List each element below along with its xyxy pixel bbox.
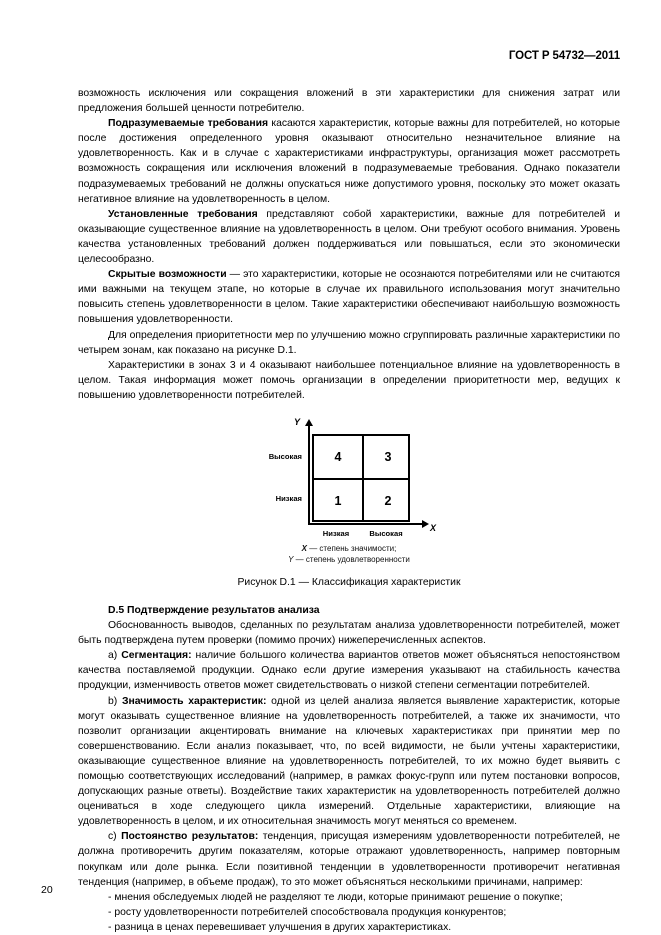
x-axis-arrow-icon	[422, 520, 429, 528]
term-characteristic-significance: Значимость характеристик:	[121, 695, 267, 707]
y-axis-symbol: Y	[294, 416, 301, 427]
paragraph-stated-requirements	[78, 207, 620, 267]
quadrant-1: 1	[334, 493, 342, 508]
item-c-marker: c)	[108, 831, 122, 843]
page-content	[78, 86, 620, 935]
paragraph-text: касаются характеристик, которые важны для потребителей, но которые после достижения определенного уровня оказывают относительно незначительное влияние на удовлетворенность. Как и в случае с характеристиками инфраструктуры, организация может рассмотреть возможность сокращения или исключения вложений в подразумеваемые требования. Однако показатели подразумеваемых требований не должны опускаться ниже допустимого уровня, поскольку это может оказать негативное влияние на удовлетворенность в целом.	[78, 118, 620, 205]
spacer	[78, 403, 620, 417]
spacer	[78, 593, 620, 603]
legend-y-symbol: Y	[288, 555, 294, 565]
legend-y-text: — степень удовлетворенности	[293, 555, 410, 565]
quadrant-3: 3	[384, 449, 392, 464]
paragraph-zone-impact	[78, 358, 620, 403]
y-axis-line	[308, 425, 310, 525]
y-axis-tick-high: Высокая	[268, 451, 302, 461]
matrix-box	[312, 434, 410, 522]
y-axis-tick-low: Низкая	[275, 493, 302, 503]
x-axis-symbol: X	[430, 522, 437, 533]
term-stated-requirements: Установленные требования	[108, 208, 258, 220]
paragraph-text: представляют собой характеристики, важные для потребителей и оказывающие существенное влияние на удовлетворенность в целом. Они требуют особого внимания. Уровень качества установленных требований должен поддерживаться или повышаться, если это экономически целесообразно.	[78, 208, 620, 266]
paragraph-item-b	[78, 694, 620, 830]
item-b-marker: b)	[108, 695, 122, 707]
paragraph-text: тенденция, присущая измерениям удовлетворенности потребителей, не должна противоречить другим показателям, которые отражают удовлетворенность, например повторным покупкам или доле рынка. Если позитивной тенденции в удовлетворенности противоречит негативная тенденция (например, в объеме продаж), то это может объясняться несколькими причинами, например:	[78, 831, 620, 888]
figure-legend	[78, 543, 620, 566]
paragraph-priority-zones	[78, 328, 620, 358]
term-segmentation: Сегментация:	[121, 650, 192, 662]
paragraph-item-c	[78, 829, 620, 889]
paragraph-text: Характеристики в зонах 3 и 4 оказывают наибольшее потенциальное влияние на удовлетворенность в целом. Такая информация может помочь организации в определении приоритетности мер, ведущих к повышению удовлетворенности потребителей.	[78, 359, 620, 401]
paragraph-section-intro	[78, 618, 620, 648]
classification-matrix-diagram	[78, 417, 620, 545]
paragraph-hidden-opportunities	[78, 267, 620, 327]
paragraph-text: одной из целей анализа является выявление характеристик, которые могут оказывать существенное влияние на удовлетворенность потребителей, а также их значимости, что позволит организации акцентировать внимание на ключевых характеристиках при принятии мер по совершенствованию. Если анализ показывает, что, по всей видимости, не были учтены характеристики, оказывающие существенное влияние на удовлетворенность потребителей, то их можно будет выявить с помощью соответствующих исследований (например, в рамках фокус-групп или путем постановки вопросов, допускающих разные ответы). Воздействие таких характеристик на удовлетворенность потребителей должно оцениваться в ходе следующего цикла измерений. Отдельные характеристики, влияющие на удовлетворенность в целом, и их относительная значимость могут меняться со временем.	[78, 695, 620, 828]
paragraph-text: возможность исключения или сокращения вложений в эти характеристики для снижения затрат или предложения большей ценности потребителю.	[78, 88, 620, 115]
page-number: 20	[41, 884, 53, 896]
paragraph-text: Для определения приоритетности мер по улучшению можно сгруппировать различные характеристики по четырем зонам, как показано на рисунке D.1.	[78, 329, 620, 356]
section-heading-d5: D.5 Подтверждение результатов анализа	[108, 604, 320, 616]
legend-x-symbol: X	[301, 543, 307, 553]
term-result-consistency: Постоянство результатов:	[121, 831, 259, 843]
paragraph-text: — это характеристики, которые не осознаются потребителями или не считаются ими важными на текущем этапе, но которые в случае их правильного использования могут значительно повысить степень удовлетворенности в целом. Такие характеристики обеспечивают наибольшую возможность повышения удовлетворенности.	[78, 269, 620, 326]
term-hidden-opportunities: Скрытые возможности	[108, 269, 227, 281]
figure-d1	[78, 417, 620, 593]
figure-legend-x	[78, 543, 620, 555]
paragraph-continuation	[78, 86, 620, 116]
item-a-marker: a)	[108, 650, 122, 662]
reasons-list	[78, 890, 620, 935]
legend-x-text: — степень значимости;	[306, 543, 397, 553]
list-item: - разница в ценах перевешивает улучшения в других характеристиках.	[108, 921, 452, 933]
paragraph-implied-requirements	[78, 116, 620, 207]
list-item: - росту удовлетворенности потребителей способствовала продукция конкурентов;	[108, 906, 507, 918]
paragraph-item-a	[78, 648, 620, 693]
figure-caption: Рисунок D.1 — Классификация характеристик	[237, 576, 461, 588]
x-axis-line	[308, 523, 424, 525]
paragraph-text: Обоснованность выводов, сделанных по результатам анализа удовлетворенности потребителей, может быть подтверждена путем проверки (помимо прочих) нижеперечисленных аспектов.	[78, 620, 620, 647]
term-implied-requirements: Подразумеваемые требования	[108, 118, 268, 130]
paragraph-text: наличие большого количества вариантов ответов может объясняться непостоянством качества поставляемой продукции. Однако если другие измерения указывают на стабильность качества продукции, изменчивость ответов может свидетельствовать о низкой степени сегментации потребителей.	[78, 650, 620, 692]
quadrant-4: 4	[334, 449, 342, 464]
x-axis-tick-high: Высокая	[369, 528, 403, 538]
quadrant-2: 2	[384, 493, 392, 508]
y-axis-arrow-icon	[305, 419, 313, 426]
page-header: ГОСТ Р 54732—2011	[508, 50, 620, 62]
figure-legend-y	[78, 554, 620, 566]
list-item: - мнения обследуемых людей не разделяют те люди, которые принимают решение о покупке;	[108, 891, 563, 903]
x-axis-tick-low: Низкая	[322, 528, 350, 538]
